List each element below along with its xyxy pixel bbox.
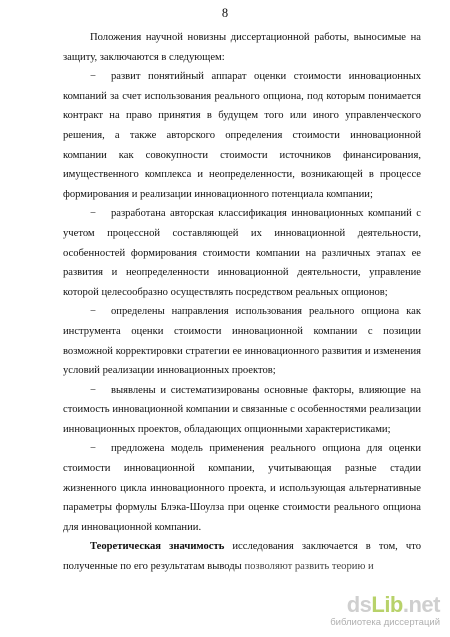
watermark-subtitle: библиотека диссертаций — [330, 617, 440, 628]
dash-marker: − — [90, 208, 96, 220]
list-item — [63, 302, 421, 380]
list-item — [63, 381, 421, 440]
list-item-text: определены направления использования реального опциона как инструмента оценки стоимости инновационной компании с позиции возможной корректировки стратегии ее инновационного развития и изменения условий реализации инновационных проектов; — [63, 306, 421, 377]
logo-part: ds — [346, 592, 372, 617]
theory-term: Теоретическая значимость — [90, 541, 225, 553]
logo-part: .net — [402, 592, 440, 617]
theory-paragraph — [63, 537, 421, 576]
theory-cut-text: позволяют развить теорию и — [244, 561, 374, 573]
dash-marker: − — [90, 443, 96, 455]
intro-paragraph: Положения научной новизны диссертационной работы, выносимые на защиту, заключаются в следующем: — [63, 32, 421, 63]
dash-marker: − — [90, 71, 96, 83]
list-item-text: выявлены и систематизированы основные факторы, влияющие на стоимость инновационной компании и связанные с особенностями реализации инновационных проектов, обладающих опционными характеристиками; — [63, 384, 421, 435]
logo-part: Lib — [371, 592, 403, 617]
dash-marker: − — [90, 306, 96, 318]
list-item-text: развит понятийный аппарат оценки стоимости инновационных компаний за счет использования реального опциона, под которым понимается контракт на право принятия в будущем того или иного управленческого решения, а также авторского определения стоимости инновационной компании как совокупности стоимости источников финансирования, имущественного комплекса и неопределенности, возникающей в процессе формирования и реализации инновационного потенциала компании; — [63, 71, 421, 200]
list-item — [63, 67, 421, 204]
dslib-watermark — [325, 593, 440, 633]
page-number: 8 — [221, 6, 229, 20]
list-item — [63, 439, 421, 537]
list-item-text: предложена модель применения реального опциона для оценки стоимости инновационной компании, учитывающая разные стадии жизненного цикла инновационного проекта, и использующая альтернативные параметры формулы Блэка-Шоулза при оценке стоимости реального опциона для инновационной компании. — [63, 443, 421, 533]
theory-text: исследования заключается в том, что полученные по его результатам выводы — [63, 541, 421, 573]
list-item-text: разработана авторская классификация инновационных компаний с учетом процессной составляющей их инновационной деятельности, особенностей формирования стоимости компании на различных этапах ее развития и неопределенности инновационной деятельности, управление которой целесообразно осуществлять посредством реальных опционов; — [63, 208, 421, 298]
document-body — [63, 28, 421, 577]
list-item — [63, 204, 421, 302]
dslib-logo — [325, 593, 440, 617]
dash-marker: − — [90, 384, 96, 396]
